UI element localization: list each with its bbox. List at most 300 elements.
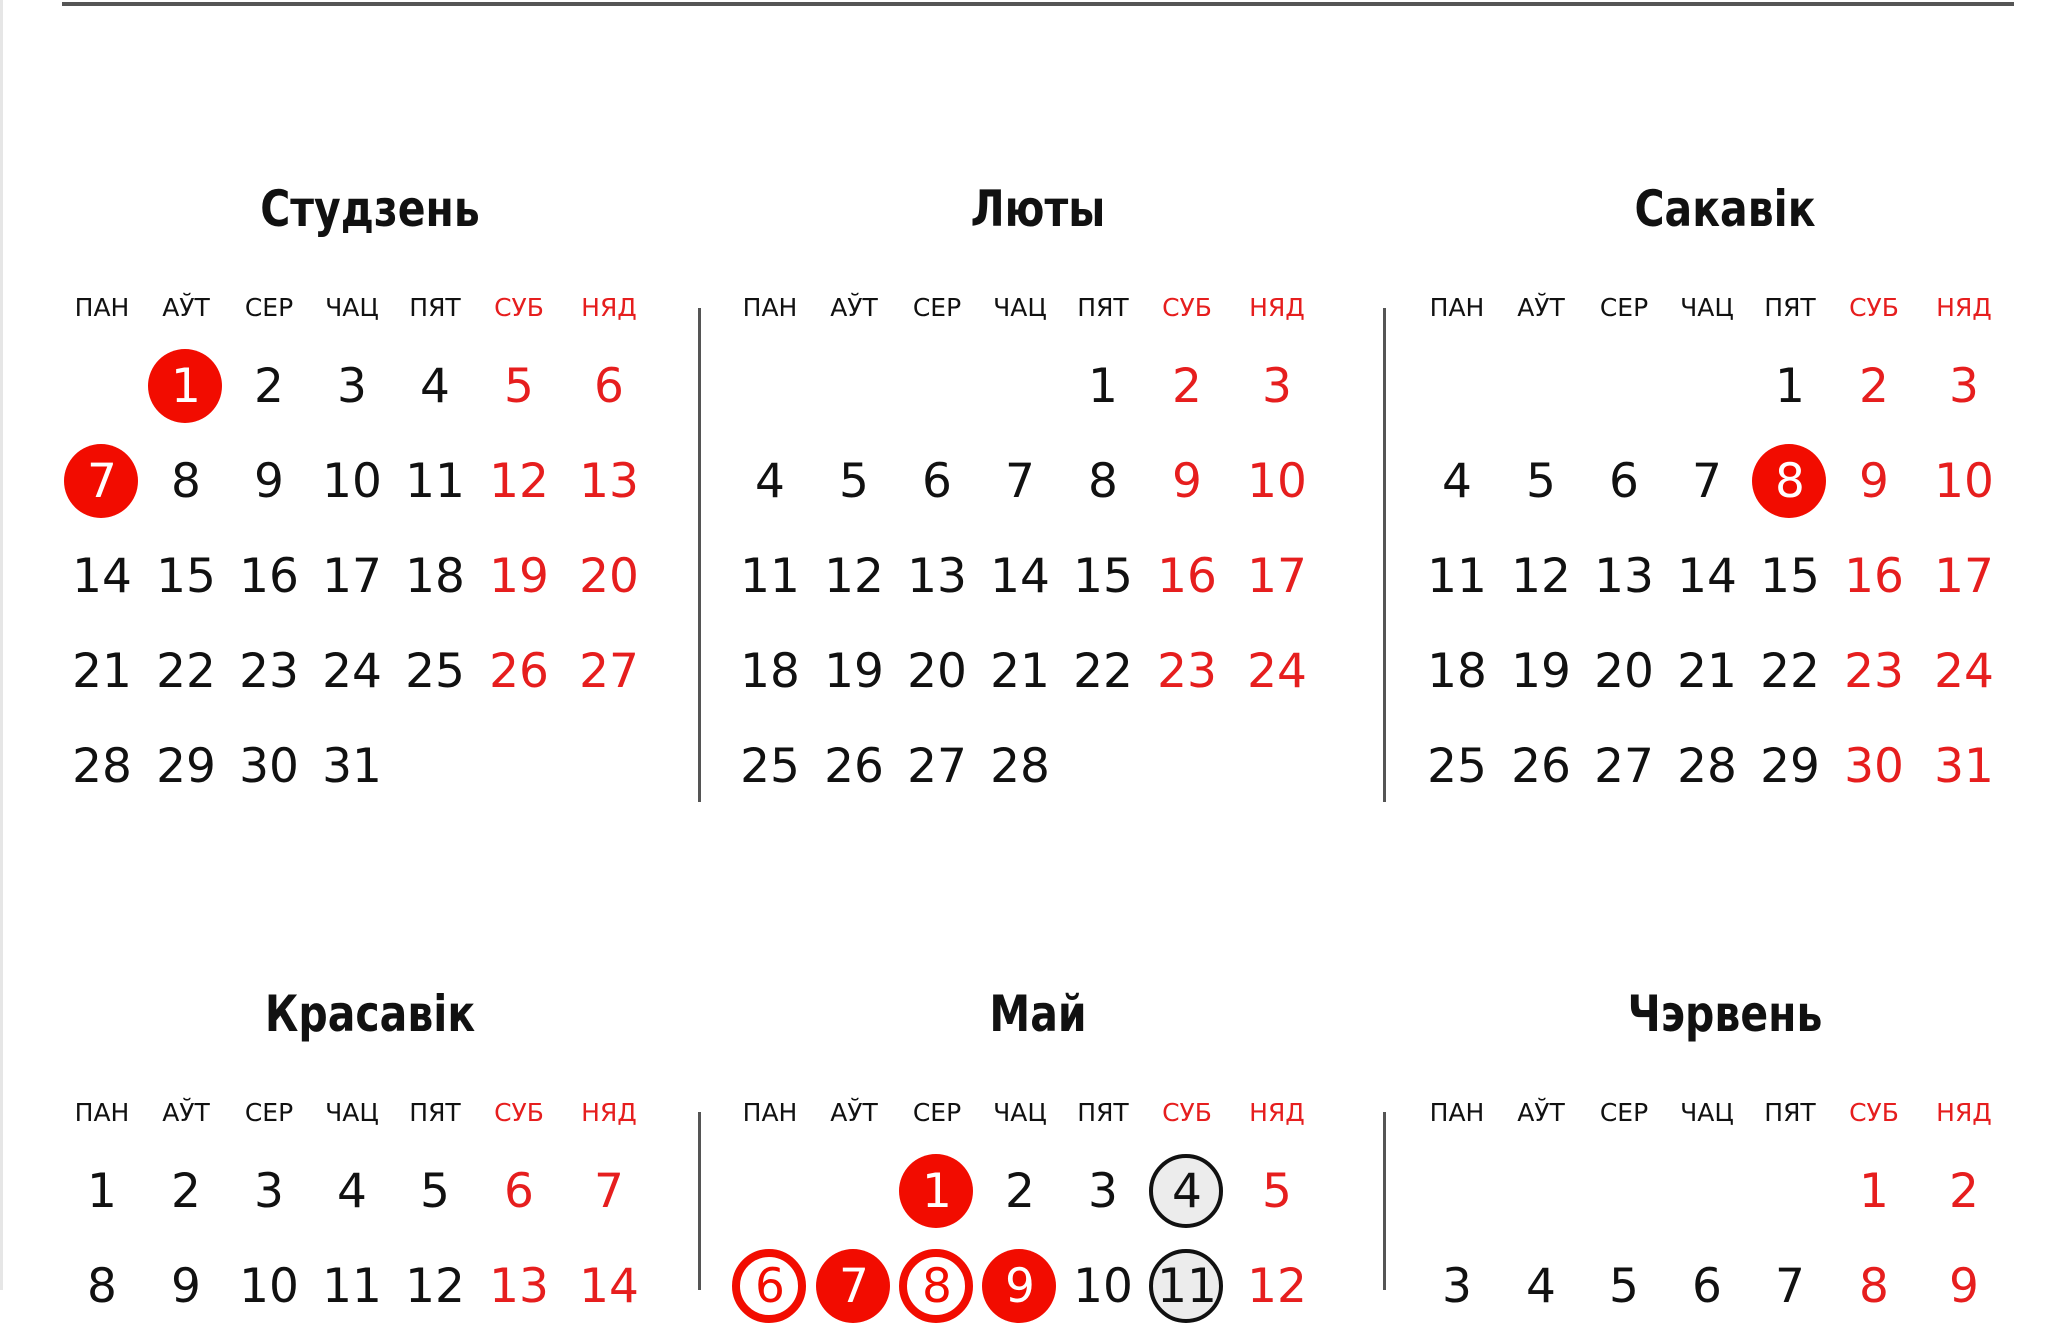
day-number: 5: [504, 358, 534, 414]
day-cell: [477, 534, 561, 618]
day-number: 4: [1526, 1258, 1556, 1314]
day-cell: [567, 344, 651, 428]
transferred-workday-cell: [1145, 1149, 1229, 1233]
day-cell: [1235, 439, 1319, 523]
holiday-day-cell: [144, 344, 228, 428]
day-cell: [1922, 724, 2006, 808]
day-number: 9: [1005, 1258, 1035, 1314]
day-cell: [227, 724, 311, 808]
day-number: 8: [1775, 453, 1805, 509]
day-cell: [1665, 629, 1749, 713]
day-number: 17: [322, 548, 382, 604]
day-cell: [1415, 439, 1499, 523]
day-cell: [1582, 439, 1666, 523]
holiday-day-cell: [895, 1149, 979, 1233]
day-number: 19: [1511, 643, 1571, 699]
day-cell: [567, 1149, 651, 1233]
day-number: 12: [1511, 548, 1571, 604]
weekday-label: НЯД: [581, 1098, 637, 1127]
day-cell: [227, 1149, 311, 1233]
day-number: 10: [1073, 1258, 1133, 1314]
weekday-label: ПАН: [1429, 293, 1485, 322]
month-title: Красавік: [264, 985, 476, 1043]
day-cell: [1922, 344, 2006, 428]
day-cell: [1922, 629, 2006, 713]
day-cell: [310, 1244, 394, 1328]
weekday-label: ЧАЦ: [325, 1098, 379, 1127]
day-number: 16: [1844, 548, 1904, 604]
day-cell: [1145, 439, 1229, 523]
day-number: 18: [405, 548, 465, 604]
day-cell: [227, 534, 311, 618]
day-number: 6: [922, 453, 952, 509]
day-cell: [393, 344, 477, 428]
day-number: 20: [907, 643, 967, 699]
day-cell: [310, 724, 394, 808]
day-number: 11: [740, 548, 800, 604]
weekday-label: ПАН: [742, 293, 798, 322]
day-number: 2: [1172, 358, 1202, 414]
day-number: 5: [420, 1163, 450, 1219]
day-number: 25: [740, 738, 800, 794]
day-cell: [1415, 724, 1499, 808]
day-number: 9: [171, 1258, 201, 1314]
day-cell: [1748, 344, 1832, 428]
day-number: 21: [72, 643, 132, 699]
day-number: 14: [990, 548, 1050, 604]
day-number: 4: [1172, 1163, 1202, 1219]
day-cell: [1499, 1244, 1583, 1328]
day-number: 8: [87, 1258, 117, 1314]
day-cell: [227, 629, 311, 713]
day-cell: [1235, 344, 1319, 428]
day-cell: [728, 439, 812, 523]
weekday-label: ПАН: [1429, 1098, 1485, 1127]
day-cell: [1145, 534, 1229, 618]
weekday-label: НЯД: [1936, 1098, 1992, 1127]
day-cell: [895, 534, 979, 618]
weekday-header-row: [60, 1098, 680, 1138]
day-number: 13: [1594, 548, 1654, 604]
weekday-label: СЕР: [1599, 293, 1649, 322]
day-cell: [1415, 534, 1499, 618]
day-cell: [728, 534, 812, 618]
day-number: 16: [239, 548, 299, 604]
day-cell: [1582, 1244, 1666, 1328]
day-number: 8: [1088, 453, 1118, 509]
weekday-label: ЧАЦ: [993, 1098, 1047, 1127]
day-cell: [60, 724, 144, 808]
day-cell: [1235, 534, 1319, 618]
holiday-day-cell: [60, 439, 144, 523]
day-number: 9: [1859, 453, 1889, 509]
day-number: 14: [72, 548, 132, 604]
weekday-label: НЯД: [1936, 293, 1992, 322]
day-cell: [144, 1149, 228, 1233]
day-cell: [978, 439, 1062, 523]
day-cell: [812, 439, 896, 523]
day-cell: [477, 344, 561, 428]
day-number: 27: [1594, 738, 1654, 794]
day-cell: [393, 1149, 477, 1233]
column-divider: [1383, 1112, 1386, 1290]
day-number: 12: [405, 1258, 465, 1314]
day-number: 5: [839, 453, 869, 509]
day-cell: [1922, 1149, 2006, 1233]
day-number: 14: [579, 1258, 639, 1314]
day-cell: [1832, 439, 1916, 523]
day-cell: [895, 629, 979, 713]
day-cell: [310, 439, 394, 523]
day-cell: [144, 724, 228, 808]
day-cell: [1922, 534, 2006, 618]
day-cell: [1235, 629, 1319, 713]
weekday-label: СЕР: [1599, 1098, 1649, 1127]
weekday-label: ЧАЦ: [993, 293, 1047, 322]
month-title: Студзень: [260, 180, 480, 238]
weekday-label: СЕР: [244, 1098, 294, 1127]
day-number: 15: [1073, 548, 1133, 604]
weekday-label: НЯД: [581, 293, 637, 322]
day-number: 13: [579, 453, 639, 509]
day-cell: [227, 344, 311, 428]
day-cell: [1235, 1149, 1319, 1233]
day-number: 24: [322, 643, 382, 699]
day-cell: [310, 629, 394, 713]
weekday-label: ПЯТ: [1764, 1098, 1816, 1127]
day-cell: [477, 629, 561, 713]
weekday-label: НЯД: [1249, 293, 1305, 322]
day-number: 14: [1677, 548, 1737, 604]
day-cell: [812, 629, 896, 713]
day-number: 7: [1692, 453, 1722, 509]
day-cell: [1061, 1244, 1145, 1328]
day-number: 24: [1247, 643, 1307, 699]
day-number: 22: [1073, 643, 1133, 699]
day-number: 10: [239, 1258, 299, 1314]
day-cell: [1499, 724, 1583, 808]
weekday-label: ПЯТ: [409, 1098, 461, 1127]
day-cell: [227, 439, 311, 523]
day-number: 8: [1859, 1258, 1889, 1314]
day-number: 23: [239, 643, 299, 699]
weekday-label: СУБ: [494, 1098, 544, 1127]
day-number: 29: [156, 738, 216, 794]
day-cell: [1748, 534, 1832, 618]
day-number: 4: [755, 453, 785, 509]
day-cell: [1665, 724, 1749, 808]
day-cell: [393, 1244, 477, 1328]
day-cell: [1061, 344, 1145, 428]
day-number: 30: [239, 738, 299, 794]
day-number: 28: [72, 738, 132, 794]
day-cell: [1499, 534, 1583, 618]
day-number: 6: [755, 1258, 785, 1314]
day-number: 20: [579, 548, 639, 604]
day-number: 1: [1775, 358, 1805, 414]
day-cell: [895, 439, 979, 523]
day-cell: [1415, 1244, 1499, 1328]
day-cell: [1832, 1244, 1916, 1328]
day-cell: [1582, 724, 1666, 808]
day-number: 17: [1934, 548, 1994, 604]
day-number: 7: [594, 1163, 624, 1219]
day-number: 5: [1609, 1258, 1639, 1314]
weekday-header-row: [1415, 1098, 2035, 1138]
day-cell: [1061, 1149, 1145, 1233]
day-cell: [1499, 439, 1583, 523]
weekday-label: ЧАЦ: [325, 293, 379, 322]
day-cell: [1832, 344, 1916, 428]
day-cell: [1832, 629, 1916, 713]
month-title: Чэрвень: [1627, 985, 1823, 1043]
day-number: 26: [824, 738, 884, 794]
day-cell: [1748, 1244, 1832, 1328]
day-number: 4: [420, 358, 450, 414]
day-number: 23: [1157, 643, 1217, 699]
day-cell: [812, 534, 896, 618]
day-cell: [1499, 629, 1583, 713]
day-number: 24: [1934, 643, 1994, 699]
day-number: 2: [254, 358, 284, 414]
weekday-label: ПЯТ: [1764, 293, 1816, 322]
weekday-label: СЕР: [244, 293, 294, 322]
day-cell: [1832, 1149, 1916, 1233]
weekday-label: СЕР: [912, 1098, 962, 1127]
day-cell: [310, 534, 394, 618]
weekday-header-row: [60, 293, 680, 333]
day-number: 19: [824, 643, 884, 699]
day-number: 7: [1005, 453, 1035, 509]
day-cell: [477, 1149, 561, 1233]
day-number: 2: [1859, 358, 1889, 414]
transferred-workday-cell: [1145, 1244, 1229, 1328]
day-number: 4: [1442, 453, 1472, 509]
weekday-label: АЎТ: [162, 1098, 210, 1127]
day-cell: [1665, 1244, 1749, 1328]
weekday-label: АЎТ: [1517, 1098, 1565, 1127]
month-title: Люты: [970, 180, 1106, 238]
day-number: 13: [907, 548, 967, 604]
column-divider: [698, 308, 701, 802]
month-title: Май: [989, 985, 1087, 1043]
day-cell: [1665, 534, 1749, 618]
day-cell: [812, 724, 896, 808]
weekday-label: ПЯТ: [1077, 1098, 1129, 1127]
day-cell: [60, 1244, 144, 1328]
day-number: 10: [1934, 453, 1994, 509]
day-number: 25: [405, 643, 465, 699]
day-cell: [227, 1244, 311, 1328]
weekday-label: АЎТ: [830, 293, 878, 322]
day-number: 4: [337, 1163, 367, 1219]
weekday-label: ПЯТ: [1077, 293, 1129, 322]
weekday-label: СУБ: [1162, 1098, 1212, 1127]
day-number: 2: [171, 1163, 201, 1219]
day-number: 3: [337, 358, 367, 414]
day-number: 12: [824, 548, 884, 604]
day-cell: [978, 1149, 1062, 1233]
day-cell: [728, 724, 812, 808]
day-number: 23: [1844, 643, 1904, 699]
day-cell: [1061, 439, 1145, 523]
day-number: 3: [1088, 1163, 1118, 1219]
day-cell: [477, 1244, 561, 1328]
weekday-label: ПАН: [74, 293, 130, 322]
day-number: 13: [489, 1258, 549, 1314]
day-number: 1: [87, 1163, 117, 1219]
day-number: 9: [254, 453, 284, 509]
weekday-label: ЧАЦ: [1680, 293, 1734, 322]
day-number: 11: [405, 453, 465, 509]
day-cell: [1832, 724, 1916, 808]
day-cell: [895, 724, 979, 808]
day-cell: [310, 1149, 394, 1233]
day-number: 3: [1442, 1258, 1472, 1314]
day-number: 8: [922, 1258, 952, 1314]
day-number: 7: [1775, 1258, 1805, 1314]
day-number: 28: [990, 738, 1050, 794]
day-cell: [1582, 629, 1666, 713]
weekday-label: СУБ: [1849, 1098, 1899, 1127]
day-number: 3: [1262, 358, 1292, 414]
day-cell: [60, 629, 144, 713]
day-number: 5: [1262, 1163, 1292, 1219]
day-number: 26: [1511, 738, 1571, 794]
weekday-header-row: [728, 1098, 1348, 1138]
day-number: 18: [740, 643, 800, 699]
day-cell: [1748, 629, 1832, 713]
day-number: 2: [1005, 1163, 1035, 1219]
day-number: 1: [922, 1163, 952, 1219]
day-number: 11: [1427, 548, 1487, 604]
month-title: Сакавік: [1634, 180, 1816, 238]
weekday-header-row: [728, 293, 1348, 333]
day-cell: [144, 439, 228, 523]
day-cell: [60, 1149, 144, 1233]
day-number: 22: [1760, 643, 1820, 699]
day-number: 31: [322, 738, 382, 794]
day-number: 12: [1247, 1258, 1307, 1314]
day-cell: [310, 344, 394, 428]
day-number: 8: [171, 453, 201, 509]
day-cell: [477, 439, 561, 523]
day-number: 6: [1609, 453, 1639, 509]
day-cell: [1415, 629, 1499, 713]
day-number: 5: [1526, 453, 1556, 509]
day-number: 29: [1760, 738, 1820, 794]
day-number: 19: [489, 548, 549, 604]
day-number: 26: [489, 643, 549, 699]
day-cell: [567, 629, 651, 713]
day-cell: [978, 534, 1062, 618]
day-number: 16: [1157, 548, 1217, 604]
day-number: 27: [579, 643, 639, 699]
weekday-label: ПЯТ: [409, 293, 461, 322]
day-cell: [1748, 724, 1832, 808]
day-number: 3: [254, 1163, 284, 1219]
day-number: 1: [171, 358, 201, 414]
day-number: 20: [1594, 643, 1654, 699]
day-cell: [978, 724, 1062, 808]
day-number: 6: [504, 1163, 534, 1219]
day-cell: [1145, 344, 1229, 428]
weekday-label: СУБ: [1849, 293, 1899, 322]
day-number: 7: [87, 453, 117, 509]
day-cell: [1582, 534, 1666, 618]
day-number: 22: [156, 643, 216, 699]
day-number: 11: [1157, 1258, 1217, 1314]
day-cell: [567, 439, 651, 523]
weekday-header-row: [1415, 293, 2035, 333]
day-number: 3: [1949, 358, 1979, 414]
day-cell: [1235, 1244, 1319, 1328]
day-number: 21: [1677, 643, 1737, 699]
day-number: 15: [156, 548, 216, 604]
holiday-day-cell: [812, 1244, 896, 1328]
day-cell: [728, 629, 812, 713]
day-cell: [144, 534, 228, 618]
day-number: 6: [594, 358, 624, 414]
day-number: 6: [1692, 1258, 1722, 1314]
weekday-label: АЎТ: [830, 1098, 878, 1127]
weekday-label: ЧАЦ: [1680, 1098, 1734, 1127]
weekday-label: НЯД: [1249, 1098, 1305, 1127]
day-number: 11: [322, 1258, 382, 1314]
column-divider: [698, 1112, 701, 1290]
day-number: 1: [1859, 1163, 1889, 1219]
day-number: 1: [1088, 358, 1118, 414]
day-cell: [144, 629, 228, 713]
day-number: 17: [1247, 548, 1307, 604]
day-cell: [1061, 629, 1145, 713]
day-number: 21: [990, 643, 1050, 699]
day-cell: [1832, 534, 1916, 618]
day-number: 18: [1427, 643, 1487, 699]
special-day-cell: [728, 1244, 812, 1328]
day-cell: [567, 534, 651, 618]
day-number: 31: [1934, 738, 1994, 794]
day-cell: [393, 439, 477, 523]
day-number: 30: [1844, 738, 1904, 794]
day-cell: [393, 629, 477, 713]
column-divider: [1383, 308, 1386, 802]
day-number: 25: [1427, 738, 1487, 794]
special-day-cell: [895, 1244, 979, 1328]
day-number: 27: [907, 738, 967, 794]
day-cell: [144, 1244, 228, 1328]
day-number: 9: [1949, 1258, 1979, 1314]
day-number: 9: [1172, 453, 1202, 509]
weekday-label: АЎТ: [1517, 293, 1565, 322]
day-cell: [978, 629, 1062, 713]
day-number: 10: [322, 453, 382, 509]
holiday-day-cell: [1748, 439, 1832, 523]
day-cell: [1665, 439, 1749, 523]
day-number: 7: [839, 1258, 869, 1314]
weekday-label: ПАН: [74, 1098, 130, 1127]
day-number: 2: [1949, 1163, 1979, 1219]
weekday-label: СУБ: [494, 293, 544, 322]
weekday-label: ПАН: [742, 1098, 798, 1127]
day-cell: [1922, 439, 2006, 523]
day-number: 12: [489, 453, 549, 509]
day-number: 28: [1677, 738, 1737, 794]
day-cell: [1061, 534, 1145, 618]
holiday-day-cell: [978, 1244, 1062, 1328]
weekday-label: СУБ: [1162, 293, 1212, 322]
day-number: 10: [1247, 453, 1307, 509]
